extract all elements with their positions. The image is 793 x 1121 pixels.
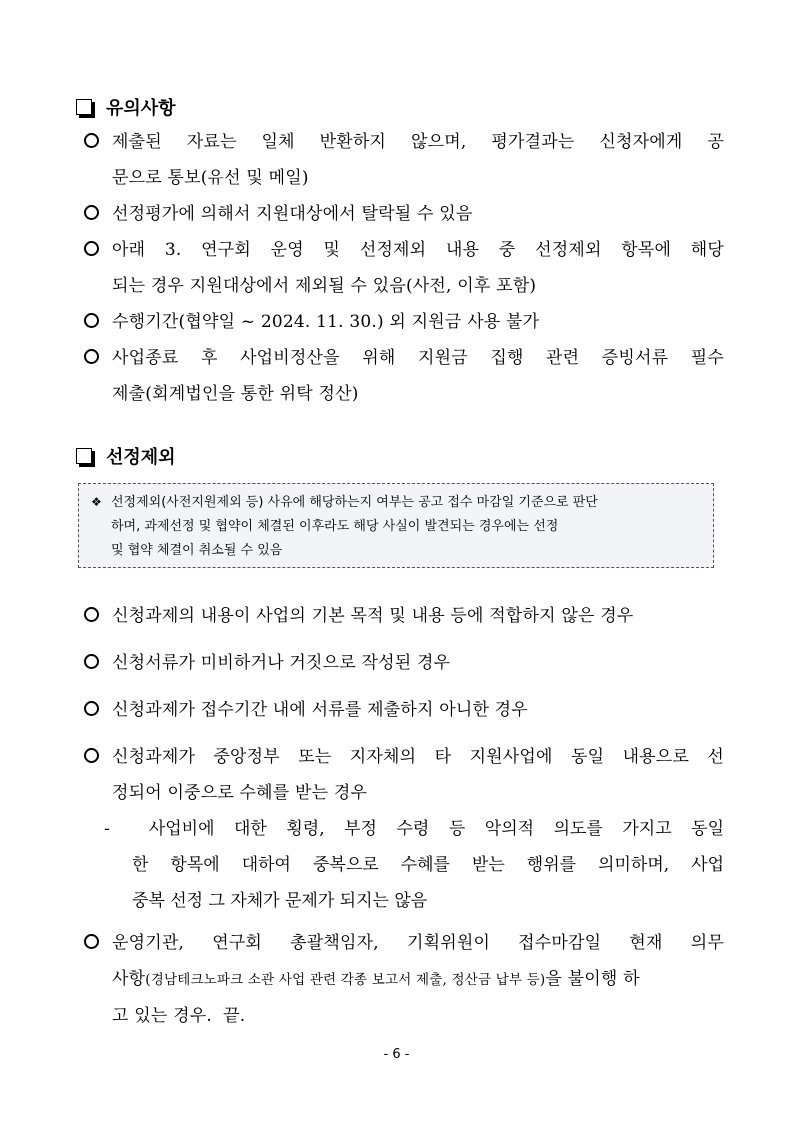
list-item: 사업종료 후 사업비정산을 위해 지원금 집행 관련 증빙서류 필수 제출(회계법인을 통한 위탁 정산) <box>84 340 724 412</box>
dash-marker: - <box>104 819 110 839</box>
list-item: 신청과제의 내용이 사업의 기본 목적 및 내용 등에 적합하지 않은 경우 <box>84 598 724 634</box>
section-heading-exclusion <box>76 443 176 469</box>
section-heading-notes <box>76 94 176 120</box>
section-title: 선정제외 <box>106 447 176 468</box>
list-item: 운영기관, 연구회 총괄책임자, 기획위원이 접수마감일 현재 의무 사항(경남테크노파크 소관 사업 관련 각종 보고서 제출, 정산금 납부 등)을 불이행 하 고 있는 경우. 끝. <box>84 925 724 1034</box>
section-title: 유의사항 <box>106 98 176 119</box>
circle-bullet-icon <box>84 748 99 763</box>
list-item: 신청과제가 중앙정부 또는 지자체의 타 지원사업에 동일 내용으로 선 정되어 이중으로 수혜를 받는 경우 <box>84 739 724 811</box>
diamond-bullet-icon: ❖ <box>91 495 102 509</box>
circle-bullet-icon <box>84 241 99 256</box>
circle-bullet-icon <box>84 701 99 716</box>
circle-bullet-icon <box>84 607 99 622</box>
circle-bullet-icon <box>84 313 99 328</box>
sub-list-item: - 사업비에 대한 횡령, 부정 수령 등 악의적 의도를 가지고 동일 한 항목에 대하여 중복으로 수혜를 받는 행위를 의미하며, 사업 중복 선정 그 자체가 문제가 되지는 않음 <box>104 819 724 911</box>
circle-bullet-icon <box>84 133 99 148</box>
square-box-icon <box>76 99 92 115</box>
circle-bullet-icon <box>84 934 99 949</box>
list-item: 선정평가에 의해서 지원대상에서 탈락될 수 있음 <box>84 196 724 232</box>
notice-box: ❖ 선정제외(사전지원제외 등) 사유에 해당하는지 여부는 공고 접수 마감일 기준으로 판단 하며, 과제선정 및 협약이 체결된 이후라도 해당 사실이 발견되는 경우에는 선정 및 협약 체결이 취소될 수 있음 <box>78 483 714 568</box>
square-box-icon <box>76 448 92 464</box>
page-number: - 6 - <box>383 1047 410 1062</box>
circle-bullet-icon <box>84 205 99 220</box>
list-item: 신청서류가 미비하거나 거짓으로 작성된 경우 <box>84 645 724 681</box>
list-item: 아래 3. 연구회 운영 및 선정제외 내용 중 선정제외 항목에 해당 되는 경우 지원대상에서 제외될 수 있음(사전, 이후 포함) <box>84 232 724 304</box>
list-item: 수행기간(협약일 ~ 2024. 11. 30.) 외 지원금 사용 불가 <box>84 304 724 340</box>
list-item: 신청과제가 접수기간 내에 서류를 제출하지 아니한 경우 <box>84 692 724 728</box>
circle-bullet-icon <box>84 349 99 364</box>
circle-bullet-icon <box>84 654 99 669</box>
list-item: 제출된 자료는 일체 반환하지 않으며, 평가결과는 신청자에게 공 문으로 통보(유선 및 메일) <box>84 124 724 196</box>
